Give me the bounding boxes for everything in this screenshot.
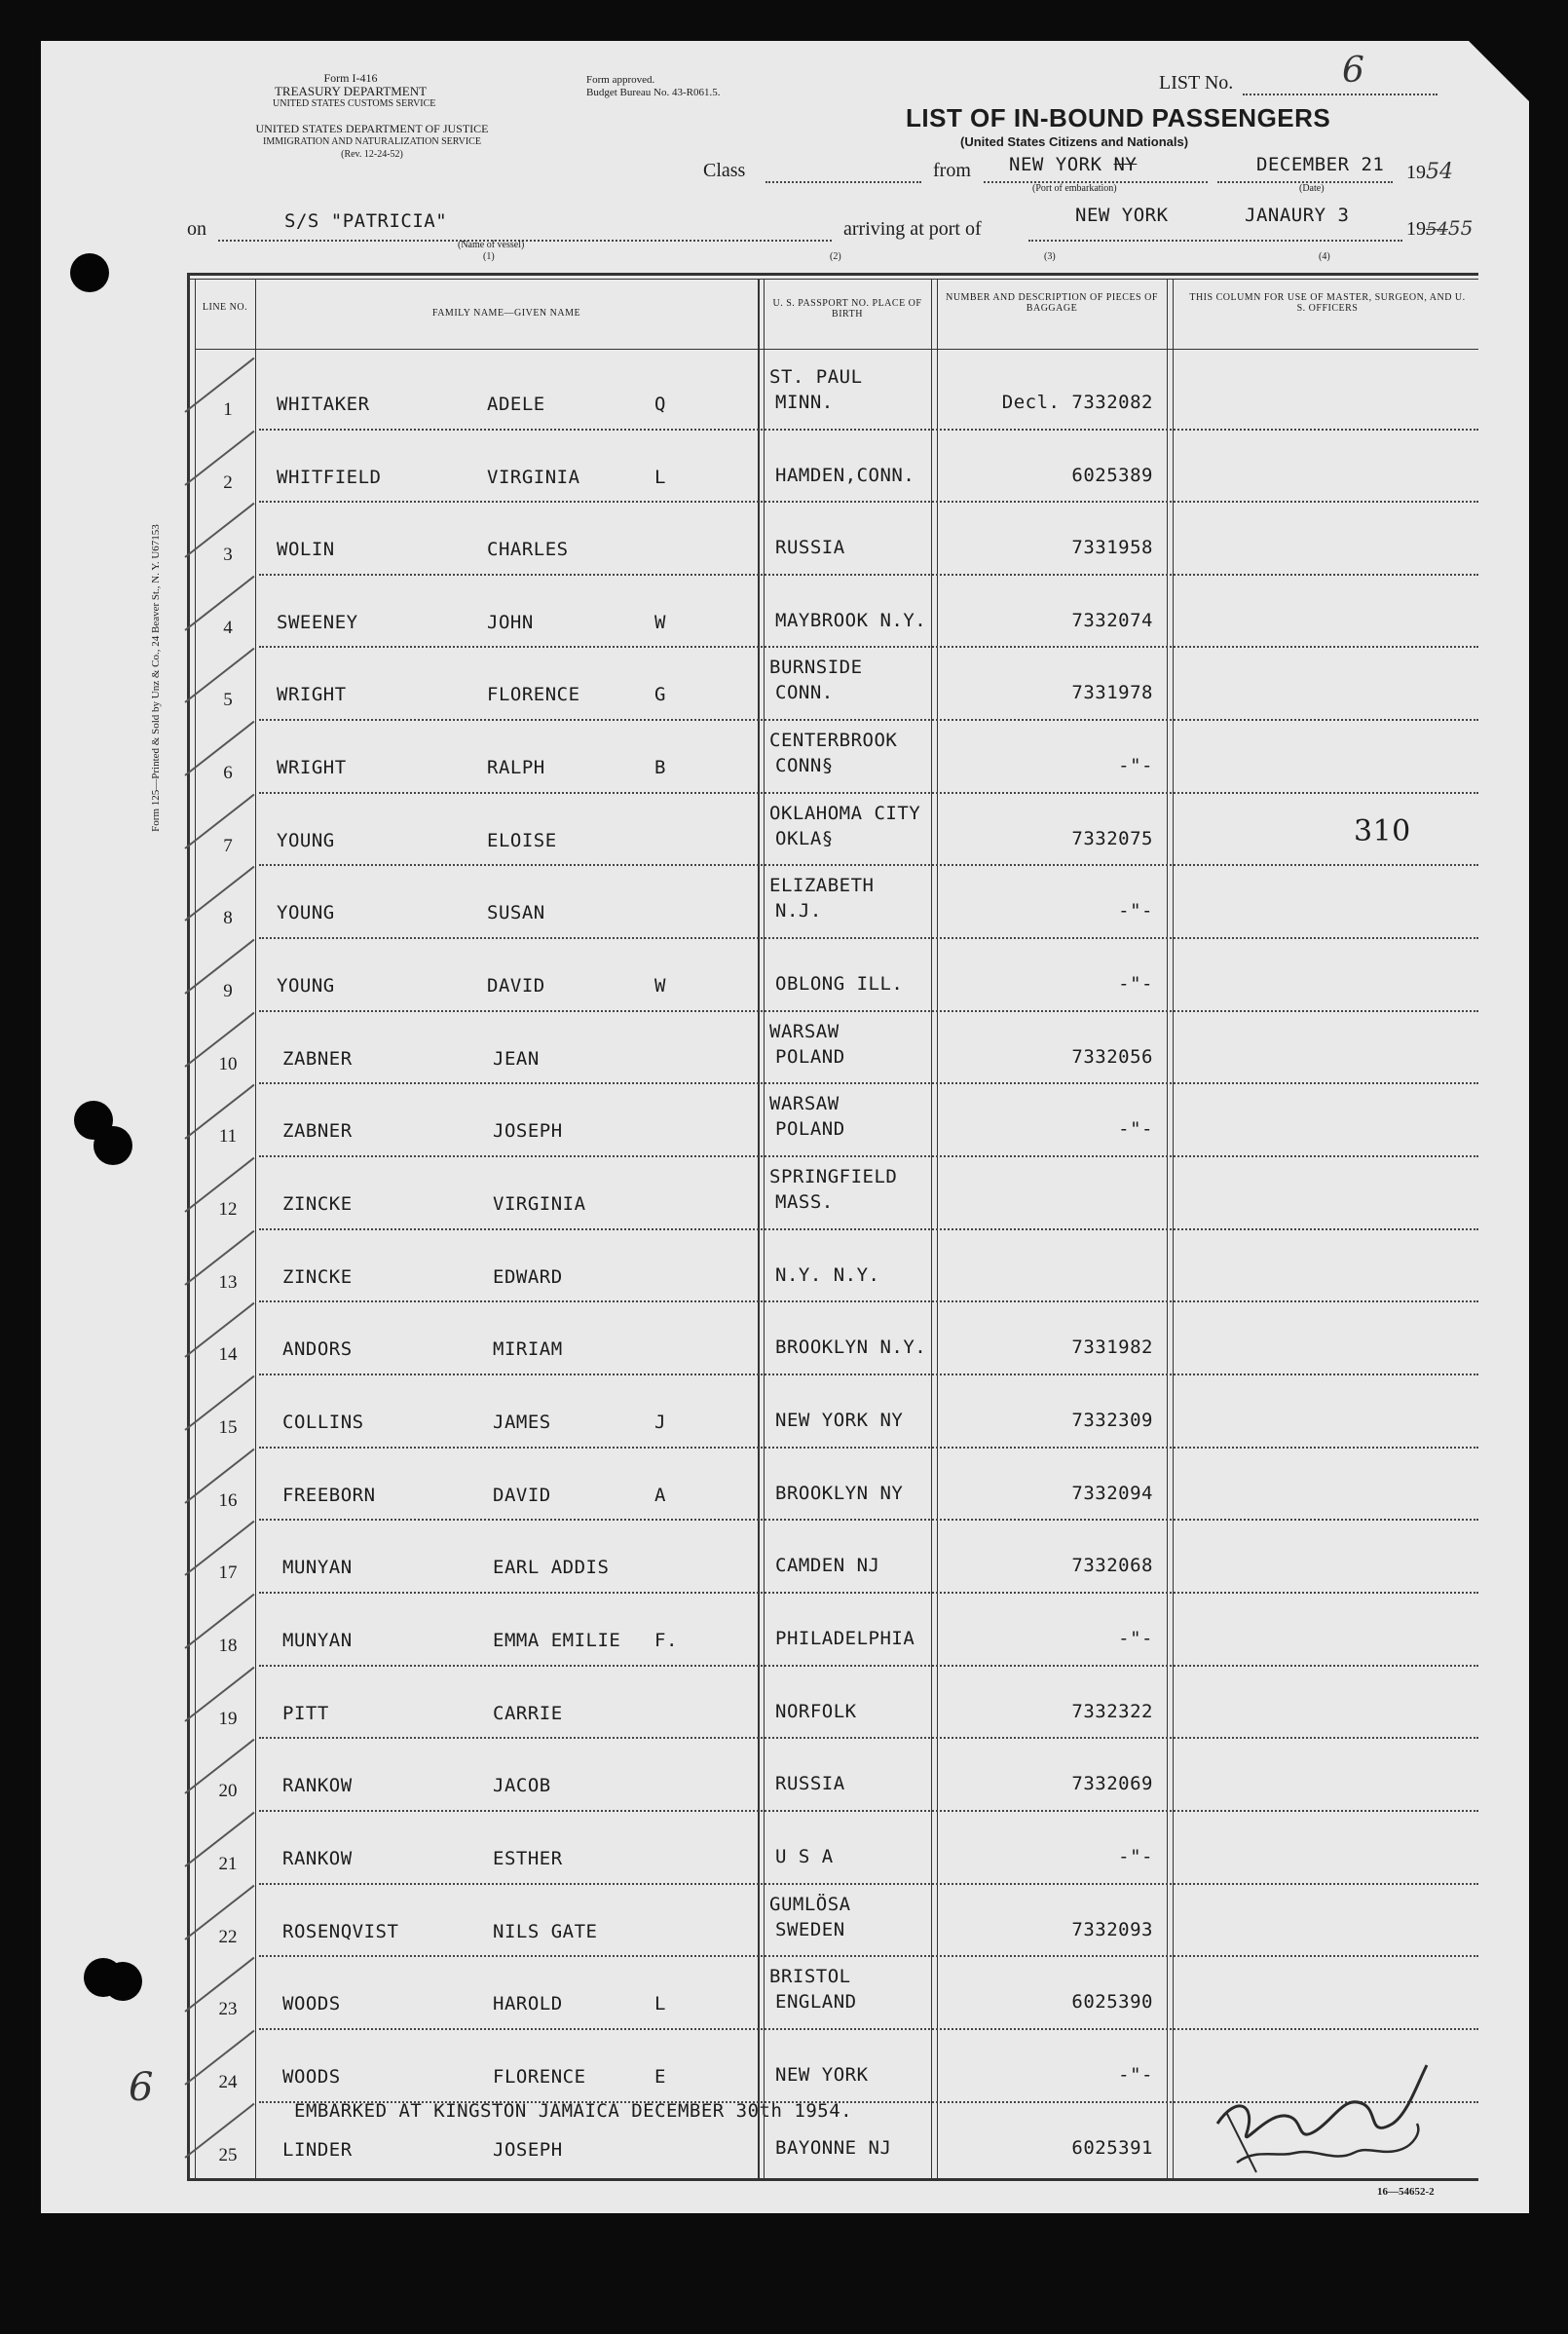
- from-label: from: [933, 160, 971, 181]
- line-number: 20: [218, 1781, 238, 1801]
- baggage-number: 6025390: [1071, 1991, 1153, 2013]
- given-name: HAROLD: [493, 1993, 563, 2014]
- col-header-name: FAMILY NAME—GIVEN NAME: [431, 308, 581, 319]
- given-name: JAMES: [493, 1412, 551, 1433]
- table-row: [0, 498, 1568, 570]
- family-name: SWEENEY: [277, 612, 358, 633]
- line-number: 10: [218, 1054, 238, 1074]
- col-header-line-no: LINE NO.: [202, 302, 248, 313]
- family-name: YOUNG: [277, 830, 335, 851]
- family-name: MUNYAN: [282, 1630, 353, 1651]
- table-row: [0, 789, 1568, 861]
- arrival-year: 195455: [1406, 216, 1474, 240]
- list-no-value: 6: [1342, 51, 1364, 91]
- table-row: [0, 353, 1568, 425]
- line-number: 22: [218, 1927, 238, 1947]
- arrival-port: NEW YORK: [1075, 205, 1169, 226]
- table-row: [0, 1589, 1568, 1661]
- date-year: 1954: [1406, 160, 1453, 184]
- birthplace-line-1: ST. PAUL: [769, 366, 863, 388]
- family-name: ROSENQVIST: [282, 1921, 399, 1942]
- line-number: 19: [218, 1709, 238, 1729]
- family-name: ANDORS: [282, 1338, 353, 1360]
- line-number: 7: [223, 836, 233, 856]
- line-number: 11: [218, 1126, 238, 1147]
- table-row: [0, 1079, 1568, 1151]
- family-name: WOODS: [282, 2066, 341, 2088]
- family-name: YOUNG: [277, 975, 335, 997]
- side-printer-note-text: Form 125—Printed & Sold by Unz & Co., 24 Beaver St., N. Y. U67153: [150, 524, 162, 832]
- birthplace-line-2: OKLA§: [775, 828, 834, 849]
- given-name: RALPH: [487, 757, 545, 778]
- line-number: 13: [218, 1272, 238, 1293]
- birthplace-line-2: MINN.: [775, 392, 834, 413]
- line-number: 25: [218, 2145, 238, 2165]
- given-name: CHARLES: [487, 539, 569, 560]
- baggage-number: -"-: [1118, 973, 1153, 995]
- birthplace-line-2: NEW YORK NY: [775, 1410, 904, 1431]
- given-name: CARRIE: [493, 1703, 563, 1724]
- line-number: 21: [218, 1854, 238, 1874]
- table-row: [0, 643, 1568, 715]
- given-name: JACOB: [493, 1775, 551, 1796]
- given-name: ESTHER: [493, 1848, 563, 1869]
- table-row: [0, 1516, 1568, 1588]
- justice-block: UNITED STATES DEPARTMENT OF JUSTICE IMMIGRATION AND NATURALIZATION SERVICE (Rev. 12-24-52): [255, 122, 489, 160]
- col-header-passport: U. S. PASSPORT NO. PLACE OF BIRTH: [772, 298, 922, 320]
- class-label: Class: [703, 160, 746, 181]
- baggage-number: 7332322: [1071, 1701, 1153, 1722]
- table-row: [0, 1444, 1568, 1516]
- given-name: JOSEPH: [493, 2139, 563, 2161]
- middle-initial: J: [654, 1412, 666, 1433]
- baggage-number: 7332094: [1071, 1483, 1153, 1504]
- baggage-number: 6025389: [1071, 465, 1153, 486]
- table-row: [0, 934, 1568, 1006]
- birthplace-line-2: CONN§: [775, 755, 834, 776]
- line-number: 2: [223, 472, 233, 493]
- birthplace-line-1: GUMLÖSA: [769, 1894, 851, 1915]
- family-name: ZINCKE: [282, 1266, 353, 1288]
- vessel-caption: (Name of vessel): [458, 240, 525, 250]
- table-row: [0, 1225, 1568, 1298]
- line-number: 12: [218, 1199, 238, 1220]
- table-row: [0, 1662, 1568, 1734]
- table-top-rule: [187, 273, 1478, 276]
- baggage-number: 7331978: [1071, 682, 1153, 703]
- baggage-number: -"-: [1118, 1846, 1153, 1867]
- from-value: NEW YORK NY: [1009, 154, 1138, 175]
- birthplace-line-2: OBLONG ILL.: [775, 973, 904, 995]
- baggage-number: 7331958: [1071, 537, 1153, 558]
- birthplace-line-2: ENGLAND: [775, 1991, 857, 2013]
- baggage-number: 6025391: [1071, 2137, 1153, 2159]
- given-name: ADELE: [487, 394, 545, 415]
- table-row: [0, 571, 1568, 643]
- given-name: MIRIAM: [493, 1338, 563, 1360]
- baggage-number: 7332069: [1071, 1773, 1153, 1794]
- birthplace-line-1: WARSAW: [769, 1093, 840, 1114]
- table-row: [0, 1734, 1568, 1806]
- birthplace-line-2: N.J.: [775, 900, 822, 922]
- table-row: [0, 426, 1568, 498]
- birthplace-line-2: CAMDEN NJ: [775, 1555, 880, 1576]
- family-name: PITT: [282, 1703, 329, 1724]
- page-title: LIST OF IN-BOUND PASSENGERS: [906, 103, 1331, 132]
- baggage-number: 7331982: [1071, 1336, 1153, 1358]
- table-row: [0, 1371, 1568, 1443]
- table-row: [0, 1007, 1568, 1079]
- line-number: 24: [218, 2072, 238, 2092]
- line-number: 15: [218, 1417, 238, 1438]
- middle-initial: B: [654, 757, 666, 778]
- caption-4: (4): [1319, 251, 1330, 262]
- caption-3: (3): [1044, 251, 1056, 262]
- table-row: [0, 1880, 1568, 1952]
- birthplace-line-2: RUSSIA: [775, 537, 845, 558]
- birthplace-line-1: OKLAHOMA CITY: [769, 803, 921, 824]
- birthplace-line-2: SWEDEN: [775, 1919, 845, 1940]
- port-embarkation-caption: (Port of embarkation): [1032, 183, 1117, 194]
- birthplace-line-2: MASS.: [775, 1191, 834, 1213]
- given-name: VIRGINIA: [487, 467, 580, 488]
- family-name: YOUNG: [277, 902, 335, 923]
- birthplace-line-2: PHILADELPHIA: [775, 1628, 915, 1649]
- baggage-number: -"-: [1118, 1118, 1153, 1140]
- line-number: 14: [218, 1344, 238, 1365]
- baggage-number: 7332068: [1071, 1555, 1153, 1576]
- form-approved: Form approved. Budget Bureau No. 43-R061.5.: [586, 74, 721, 98]
- family-name: WOODS: [282, 1993, 341, 2014]
- baggage-number: -"-: [1118, 900, 1153, 922]
- line-number: 8: [223, 908, 233, 928]
- line-number: 23: [218, 1999, 238, 2019]
- family-name: WRIGHT: [277, 757, 347, 778]
- line-number: 5: [223, 690, 233, 710]
- on-label: on: [187, 218, 206, 240]
- vessel-caption-num: (1): [483, 251, 495, 262]
- list-no-label: LIST No.: [1159, 72, 1234, 94]
- middle-initial: W: [654, 975, 666, 997]
- birthplace-line-2: BROOKLYN N.Y.: [775, 1336, 927, 1358]
- birthplace-line-2: MAYBROOK N.Y.: [775, 610, 927, 631]
- line-number: 17: [218, 1562, 238, 1583]
- family-name: COLLINS: [282, 1412, 364, 1433]
- middle-initial: G: [654, 684, 666, 705]
- table-top-rule-2: [187, 279, 1478, 280]
- folded-corner: [1469, 41, 1529, 101]
- given-name: FLORENCE: [493, 2066, 586, 2088]
- middle-initial: Q: [654, 394, 666, 415]
- family-name: RANKOW: [282, 1775, 353, 1796]
- family-name: LINDER: [282, 2139, 353, 2161]
- table-row: [0, 1952, 1568, 2024]
- class-line: [765, 181, 921, 183]
- birthplace-line-2: HAMDEN,CONN.: [775, 465, 915, 486]
- given-name: NILS GATE: [493, 1921, 598, 1942]
- list-no-line: [1243, 94, 1437, 95]
- middle-initial: L: [654, 467, 666, 488]
- table-row: [0, 1807, 1568, 1879]
- given-name: SUSAN: [487, 902, 545, 923]
- footer-code: 16—54652-2: [1377, 2186, 1435, 2198]
- line-number: 3: [223, 545, 233, 565]
- baggage-number: -"-: [1118, 1628, 1153, 1649]
- officer-note: 310: [1354, 814, 1411, 848]
- line-number: 16: [218, 1490, 238, 1511]
- caption-2: (2): [830, 251, 841, 262]
- inspector-signature: [1198, 2055, 1441, 2182]
- birthplace-line-1: SPRINGFIELD: [769, 1166, 898, 1187]
- family-name: ZINCKE: [282, 1193, 353, 1215]
- arriving-label: arriving at port of: [843, 218, 982, 240]
- birthplace-line-2: N.Y. N.Y.: [775, 1264, 880, 1286]
- line-number: 4: [223, 618, 233, 638]
- family-name: WRIGHT: [277, 684, 347, 705]
- given-name: ELOISE: [487, 830, 557, 851]
- birthplace-line-2: RUSSIA: [775, 1773, 845, 1794]
- given-name: EARL ADDIS: [493, 1557, 610, 1578]
- family-name: FREEBORN: [282, 1485, 376, 1506]
- line-number: 1: [223, 399, 233, 420]
- arrival-line: [1028, 240, 1402, 242]
- baggage-number: -"-: [1118, 2064, 1153, 2086]
- baggage-number: 7332075: [1071, 828, 1153, 849]
- birthplace-line-2: U S A: [775, 1846, 834, 1867]
- baggage-number: Decl. 7332082: [1001, 392, 1153, 413]
- middle-initial: A: [654, 1485, 666, 1506]
- table-row: [0, 1298, 1568, 1370]
- embarked-note: EMBARKED AT KINGSTON JAMAICA DECEMBER 30th 1954.: [294, 2100, 853, 2122]
- birthplace-line-2: BROOKLYN NY: [775, 1483, 904, 1504]
- line-number: 6: [223, 763, 233, 783]
- middle-initial: W: [654, 612, 666, 633]
- baggage-number: 7332056: [1071, 1046, 1153, 1068]
- given-name: FLORENCE: [487, 684, 580, 705]
- given-name: EMMA EMILIE: [493, 1630, 621, 1651]
- col-header-officers: THIS COLUMN FOR USE OF MASTER, SURGEON, AND U. S. OFFICERS: [1189, 292, 1466, 314]
- birthplace-line-2: CONN.: [775, 682, 834, 703]
- middle-initial: E: [654, 2066, 666, 2088]
- form-block: Form I-416 TREASURY DEPARTMENT UNITED STATES CUSTOMS SERVICE: [273, 71, 436, 109]
- margin-count: 6: [129, 2065, 154, 2110]
- table-row: [0, 861, 1568, 933]
- family-name: WHITAKER: [277, 394, 370, 415]
- line-number: 9: [223, 981, 233, 1001]
- family-name: WOLIN: [277, 539, 335, 560]
- family-name: WHITFIELD: [277, 467, 382, 488]
- birthplace-line-1: ELIZABETH: [769, 875, 875, 896]
- table-row: [0, 1152, 1568, 1224]
- vessel-name: S/S "PATRICIA": [284, 210, 448, 232]
- header-bottom-rule: [195, 349, 1478, 350]
- baggage-number: 7332093: [1071, 1919, 1153, 1940]
- middle-initial: L: [654, 1993, 666, 2014]
- birthplace-line-1: WARSAW: [769, 1021, 840, 1042]
- middle-initial: F.: [654, 1630, 678, 1651]
- given-name: JOHN: [487, 612, 534, 633]
- baggage-number: 7332309: [1071, 1410, 1153, 1431]
- given-name: VIRGINIA: [493, 1193, 586, 1215]
- birthplace-line-2: NEW YORK: [775, 2064, 869, 2086]
- page-subtitle: (United States Citizens and Nationals): [960, 134, 1189, 149]
- given-name: JOSEPH: [493, 1120, 563, 1142]
- col-header-baggage: NUMBER AND DESCRIPTION OF PIECES OF BAGGAGE: [946, 292, 1158, 314]
- table-row: [0, 716, 1568, 788]
- birthplace-line-1: BURNSIDE: [769, 657, 863, 678]
- birthplace-line-2: POLAND: [775, 1046, 845, 1068]
- family-name: MUNYAN: [282, 1557, 353, 1578]
- punch-hole: [70, 253, 109, 292]
- birthplace-line-2: NORFOLK: [775, 1701, 857, 1722]
- arrival-date: JANAURY 3: [1245, 205, 1350, 226]
- given-name: JEAN: [493, 1048, 540, 1070]
- family-name: ZABNER: [282, 1048, 353, 1070]
- date-caption: (Date): [1299, 183, 1325, 194]
- baggage-number: 7332074: [1071, 610, 1153, 631]
- birthplace-line-2: POLAND: [775, 1118, 845, 1140]
- baggage-number: -"-: [1118, 755, 1153, 776]
- given-name: DAVID: [487, 975, 545, 997]
- vessel-line: [218, 240, 832, 242]
- birthplace-line-2: BAYONNE NJ: [775, 2137, 892, 2159]
- birthplace-line-1: CENTERBROOK: [769, 730, 898, 751]
- birthplace-line-1: BRISTOL: [769, 1966, 851, 1987]
- line-number: 18: [218, 1636, 238, 1656]
- given-name: DAVID: [493, 1485, 551, 1506]
- family-name: ZABNER: [282, 1120, 353, 1142]
- given-name: EDWARD: [493, 1266, 563, 1288]
- family-name: RANKOW: [282, 1848, 353, 1869]
- date-value: DECEMBER 21: [1256, 154, 1385, 175]
